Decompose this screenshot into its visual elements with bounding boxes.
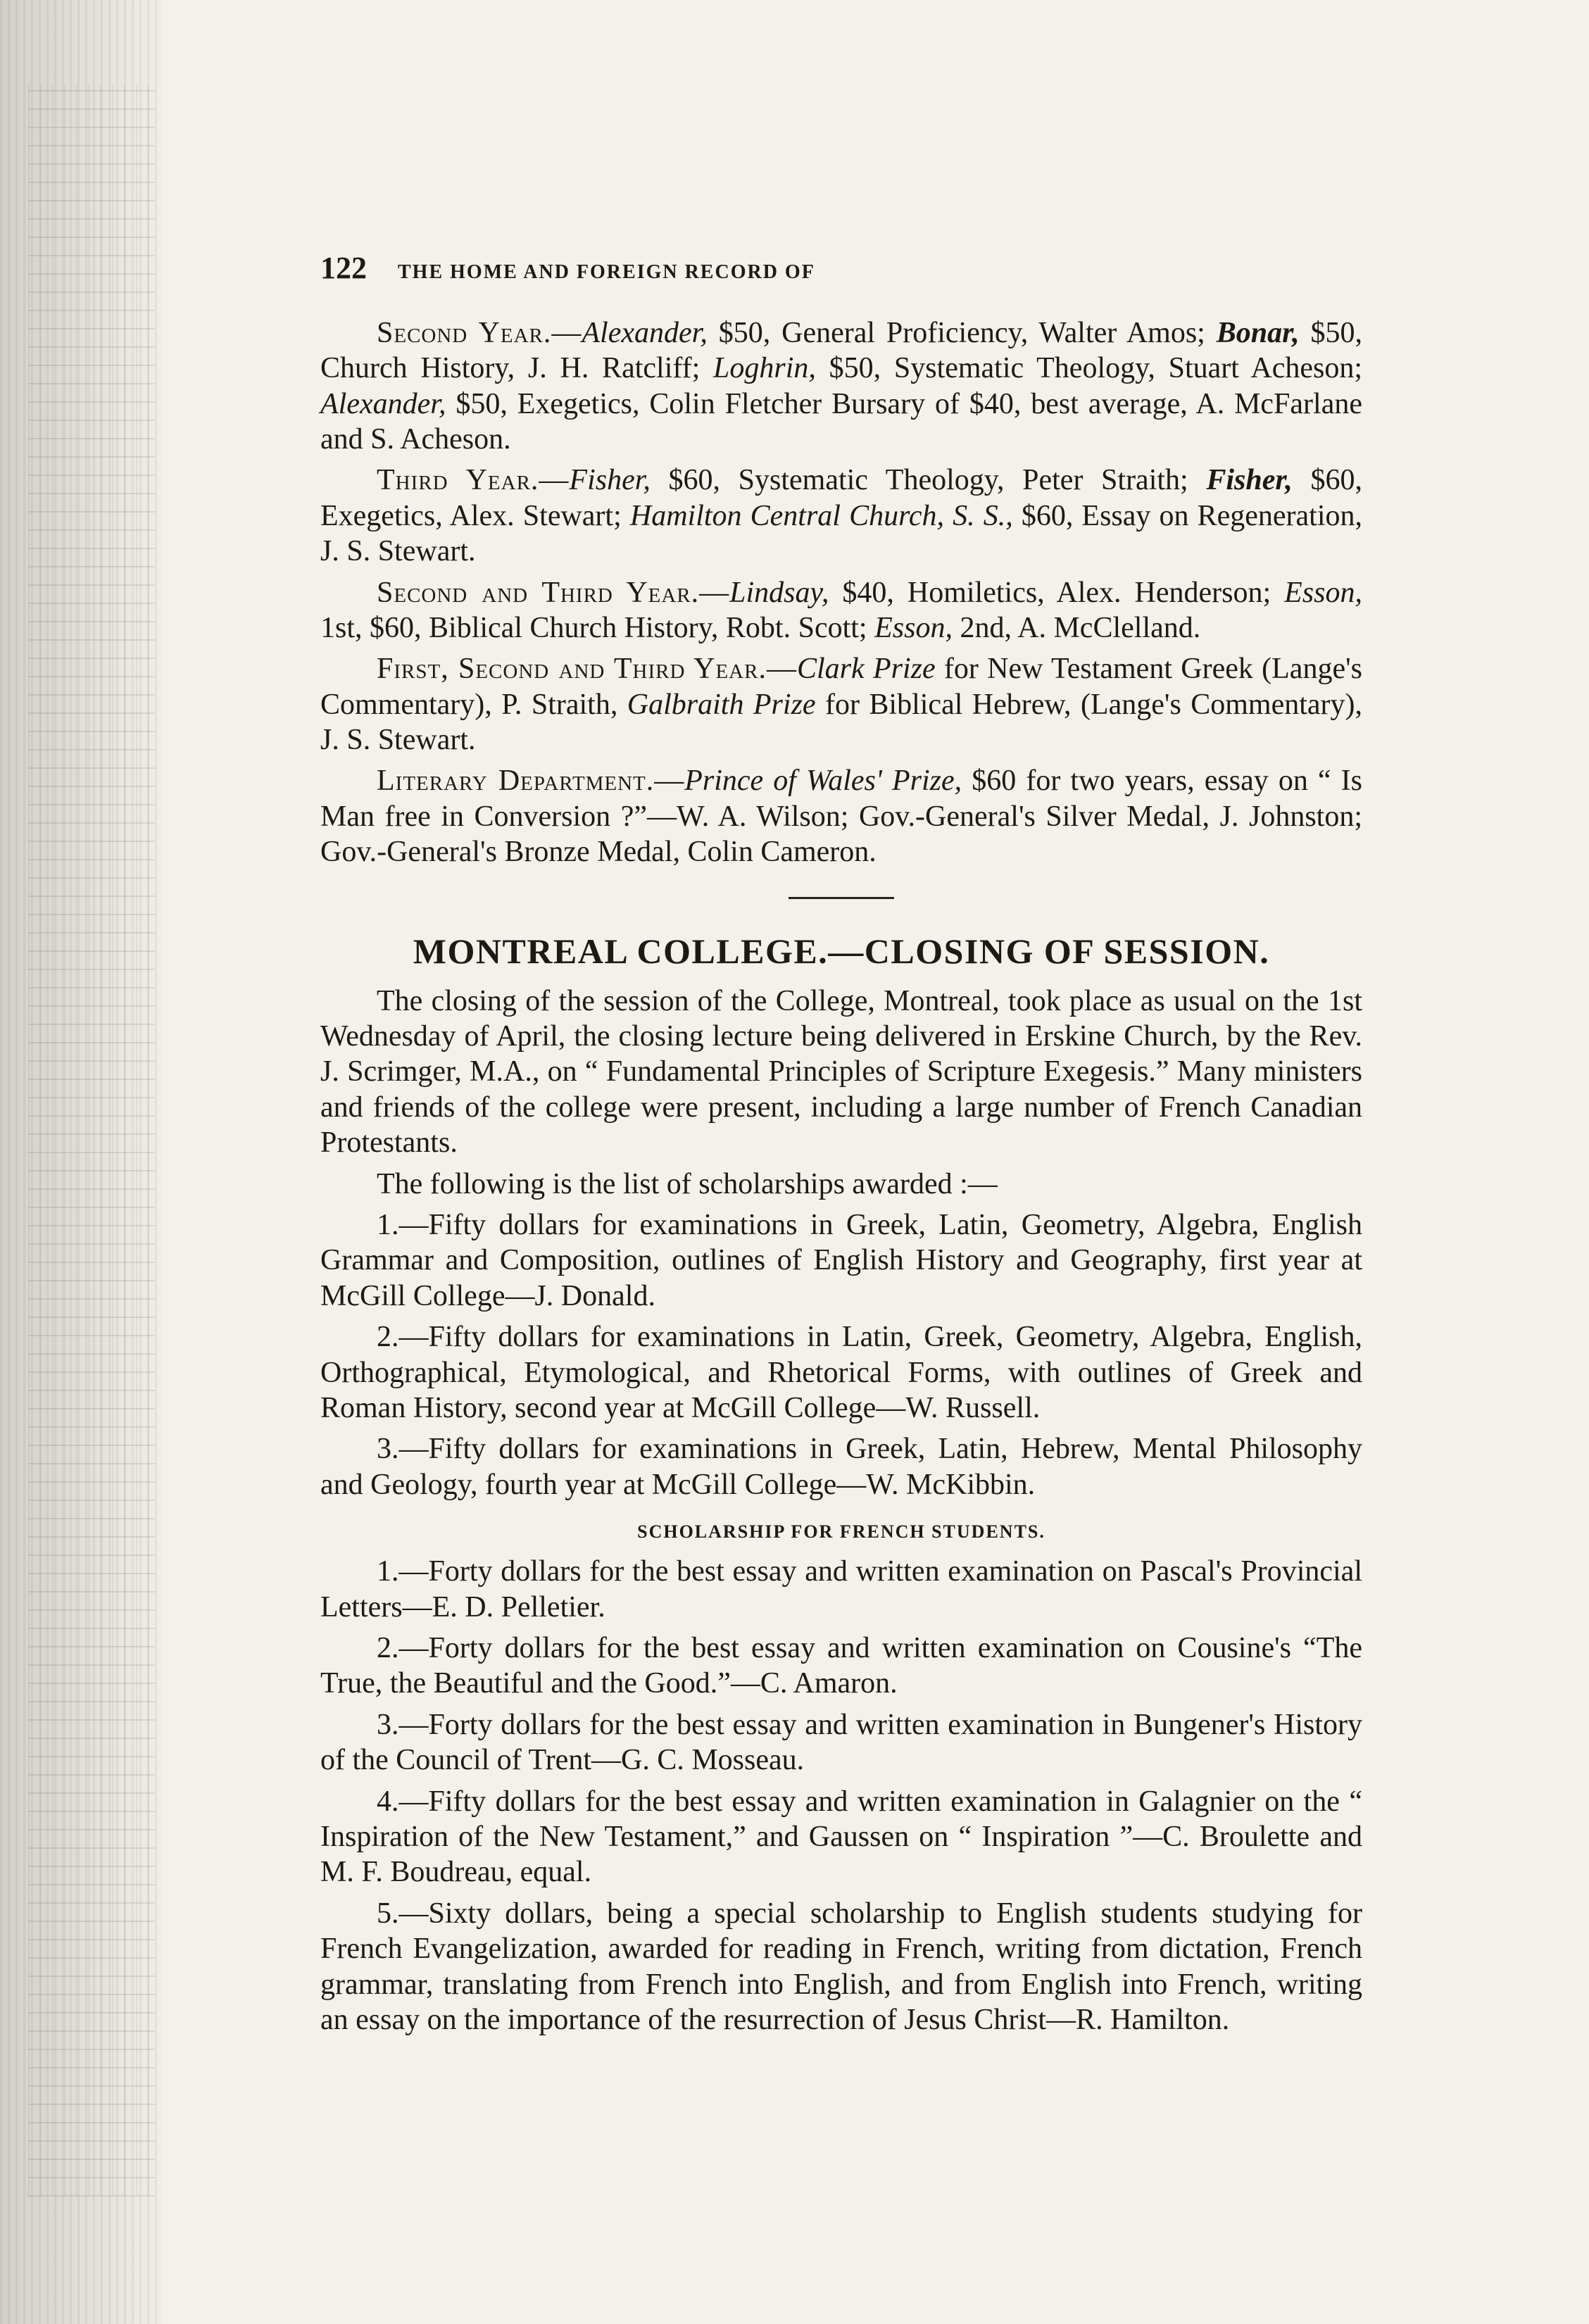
prize-name: Prince of Wales' Prize, bbox=[684, 765, 962, 798]
prize-paragraph bbox=[320, 651, 1362, 758]
prize-text: $50, Exegetics, Colin Fletcher Bursary of $40, best average, A. McFarlane and S. Acheson. bbox=[320, 387, 1362, 456]
french-scholarship-heading: SCHOLARSHIP FOR FRENCH STUDENTS. bbox=[637, 1521, 1045, 1543]
prize-category-label: Third Year.— bbox=[377, 464, 570, 497]
prize-paragraph bbox=[320, 763, 1362, 869]
prize-category-label: First, Second and Third Year.— bbox=[377, 653, 797, 686]
french-scholarship-item: 4.—Fifty dollars for the best essay and written examination in Galagnier on the “ Inspiration of the New Testament,” and Gaussen on “ Inspiration ”—C. Broulette and M. F. Boudreau, equal. bbox=[320, 1785, 1362, 1889]
binding-stitch-marks bbox=[28, 84, 155, 2197]
prize-text: 2nd, A. McClelland. bbox=[952, 611, 1201, 644]
scholarship-list-intro: The following is the list of scholarships awarded :— bbox=[377, 1167, 998, 1200]
scholarship-list bbox=[320, 1207, 1362, 1502]
prize-category-label: Second and Third Year.— bbox=[377, 576, 730, 609]
prize-name: Esson, bbox=[874, 611, 953, 644]
prize-name: Fisher, bbox=[569, 464, 651, 497]
french-scholarship-item: 5.—Sixty dollars, being a special scholarship to English students studying for French Evangelization, awarded for reading in French, writing from dictation, French grammar, translating from French into English, and from English into French, writing an essay on the importance of the resurrection of Jesus Christ—R. Hamilton. bbox=[320, 1897, 1362, 2036]
french-scholarship-item: 1.—Forty dollars for the best essay and written examination on Pascal's Provincial Letters—E. D. Pelletier. bbox=[320, 1555, 1362, 1623]
french-scholarship-item: 2.—Forty dollars for the best essay and written examination on Cousine's “The True, the Beautiful and the Good.”—C. Amaron. bbox=[320, 1632, 1362, 1700]
prize-name: Alexander, bbox=[320, 387, 446, 420]
prize-list bbox=[320, 315, 1362, 870]
page-number: 122 bbox=[320, 251, 367, 285]
prize-name: Galbraith Prize bbox=[627, 688, 816, 721]
prize-paragraph bbox=[320, 575, 1362, 646]
prize-text: $50, General Proficiency, Walter Amos; bbox=[707, 316, 1217, 349]
page-content bbox=[320, 250, 1362, 2043]
page-header bbox=[320, 250, 1362, 287]
section-divider bbox=[789, 897, 894, 899]
prize-name: Esson, bbox=[1284, 576, 1362, 609]
prize-text: $60 for two years, essay on “ Is Man free in Conversion ?”—W. A. Wilson; Gov.-General's Silver Medal, J. Johnston; Gov.-General's Bronze Medal, Colin Cameron. bbox=[320, 765, 1363, 869]
prize-name: Hamilton Central Church, S. S., bbox=[629, 499, 1013, 532]
scholarship-item: 3.—Fifty dollars for examinations in Greek, Latin, Hebrew, Mental Philosophy and Geology, fourth year at McGill College—W. McKibbin. bbox=[320, 1433, 1362, 1501]
french-scholarship-list bbox=[320, 1554, 1362, 2037]
prize-text: $60, Systematic Theology, Peter Straith; bbox=[650, 464, 1207, 497]
prize-text: $60, Exegetics, Alex. Stewart; bbox=[320, 464, 1362, 532]
prize-name: Bonar, bbox=[1216, 316, 1300, 349]
page-binding-edge bbox=[0, 0, 162, 2324]
french-scholarship-item: 3.—Forty dollars for the best essay and written examination in Bungener's History of the Council of Trent—G. C. Mosseau. bbox=[320, 1708, 1362, 1777]
prize-name: Clark Prize bbox=[796, 653, 936, 686]
prize-paragraph bbox=[320, 315, 1362, 458]
running-head: THE HOME AND FOREIGN RECORD OF bbox=[398, 261, 815, 283]
prize-text: $50, Systematic Theology, Stuart Acheson; bbox=[815, 352, 1363, 385]
prize-name: Loghrin, bbox=[713, 352, 816, 385]
scholarship-item: 2.—Fifty dollars for examinations in Latin, Greek, Geometry, Algebra, English, Orthographical, Etymological, and Rhetorical Forms, with outlines of Greek and Roman History, second year at McGill College—W. Russell. bbox=[320, 1321, 1362, 1424]
prize-text: for New Testament Greek (Lange's Commentary), P. Straith, bbox=[320, 653, 1362, 721]
prize-text: for Biblical Hebrew, (Lange's Commentary), J. S. Stewart. bbox=[320, 688, 1362, 757]
prize-paragraph bbox=[320, 463, 1362, 569]
prize-name: Fisher, bbox=[1206, 464, 1293, 497]
scholarship-item: 1.—Fifty dollars for examinations in Greek, Latin, Geometry, Algebra, English Grammar and Composition, outlines of English History and Geography, first year at McGill College—J. Donald. bbox=[320, 1209, 1362, 1312]
prize-text: $40, Homiletics, Alex. Henderson; bbox=[829, 576, 1285, 609]
prize-category-label: Literary Department.— bbox=[377, 765, 685, 798]
prize-name: Alexander, bbox=[582, 316, 708, 349]
prize-text: $60, Essay on Regeneration, J. S. Stewart. bbox=[320, 499, 1363, 568]
prize-text: 1st, $60, Biblical Church History, Robt. Scott; bbox=[320, 611, 875, 644]
section-intro: The closing of the session of the College, Montreal, took place as usual on the 1st Wednesday of April, the closing lecture being delivered in Erskine Church, by the Rev. J. Scrimger, M.A., on “ Fundamental Principles of Scripture Exegesis.” Many ministers and friends of the college were present, including a large number of French Canadian Protestants. bbox=[320, 984, 1362, 1160]
prize-text: $50, Church History, J. H. Ratcliff; bbox=[320, 316, 1362, 385]
section-title: MONTREAL COLLEGE.—CLOSING OF SESSION. bbox=[413, 931, 1270, 971]
prize-name: Lindsay, bbox=[729, 576, 829, 609]
prize-category-label: Second Year.— bbox=[377, 316, 582, 349]
